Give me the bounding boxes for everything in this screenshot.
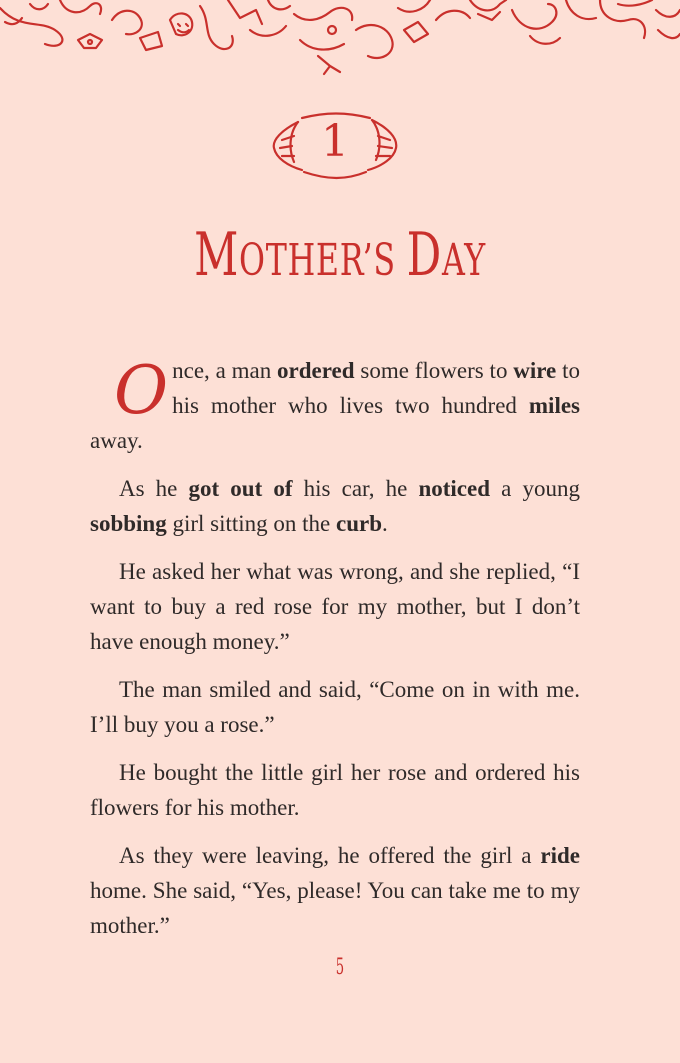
vocabulary-word: sobbing — [90, 511, 167, 536]
vocabulary-word: curb — [336, 511, 383, 536]
story-paragraph — [90, 353, 580, 458]
text-run: home. She said, “Yes, please! You can take me to my mother.” — [90, 878, 580, 938]
vocabulary-word: miles — [528, 393, 580, 418]
story-paragraph — [90, 471, 580, 541]
chapter-number-badge — [268, 108, 402, 182]
title-initial: D — [406, 220, 442, 290]
story-paragraph: The man smiled and said, “Come on in with me. I’ll buy you a rose.” — [90, 677, 580, 737]
vocabulary-word: wire — [513, 358, 557, 383]
story-paragraph — [90, 838, 580, 943]
text-run: his car, he — [292, 476, 419, 501]
vocabulary-word: ride — [540, 843, 580, 868]
vocabulary-word: noticed — [418, 476, 491, 501]
text-run: nce, a man — [172, 358, 278, 383]
vocabulary-word: ordered — [277, 358, 355, 383]
vocabulary-word: got out of — [188, 476, 293, 501]
chapter-title — [95, 220, 585, 290]
chapter-number: 1 — [321, 116, 349, 167]
story-paragraph: He bought the little girl her rose and ordered his flowers for his mother. — [90, 760, 580, 820]
text-run: As they were leaving, he offered the girl a — [119, 843, 541, 868]
drop-cap: O — [114, 352, 169, 429]
page-number: 5 — [335, 955, 345, 980]
title-text: OTHER’S — [239, 235, 407, 286]
text-run: to his mother who lives two hundred — [172, 358, 580, 418]
decorative-doodle-border — [0, 0, 680, 84]
text-run: away. — [90, 428, 143, 453]
text-run: girl sitting on the — [166, 511, 337, 536]
story-paragraph: He asked her what was wrong, and she replied, “I want to buy a red rose for my mother, but I don’t have enough money.” — [90, 559, 580, 654]
title-text: AY — [441, 235, 486, 286]
story-body — [90, 353, 580, 956]
title-initial: M — [194, 220, 240, 290]
text-run: a young — [490, 476, 580, 501]
text-run: some flowers to — [354, 358, 514, 383]
text-run: . — [382, 511, 388, 536]
text-run: As he — [119, 476, 189, 501]
